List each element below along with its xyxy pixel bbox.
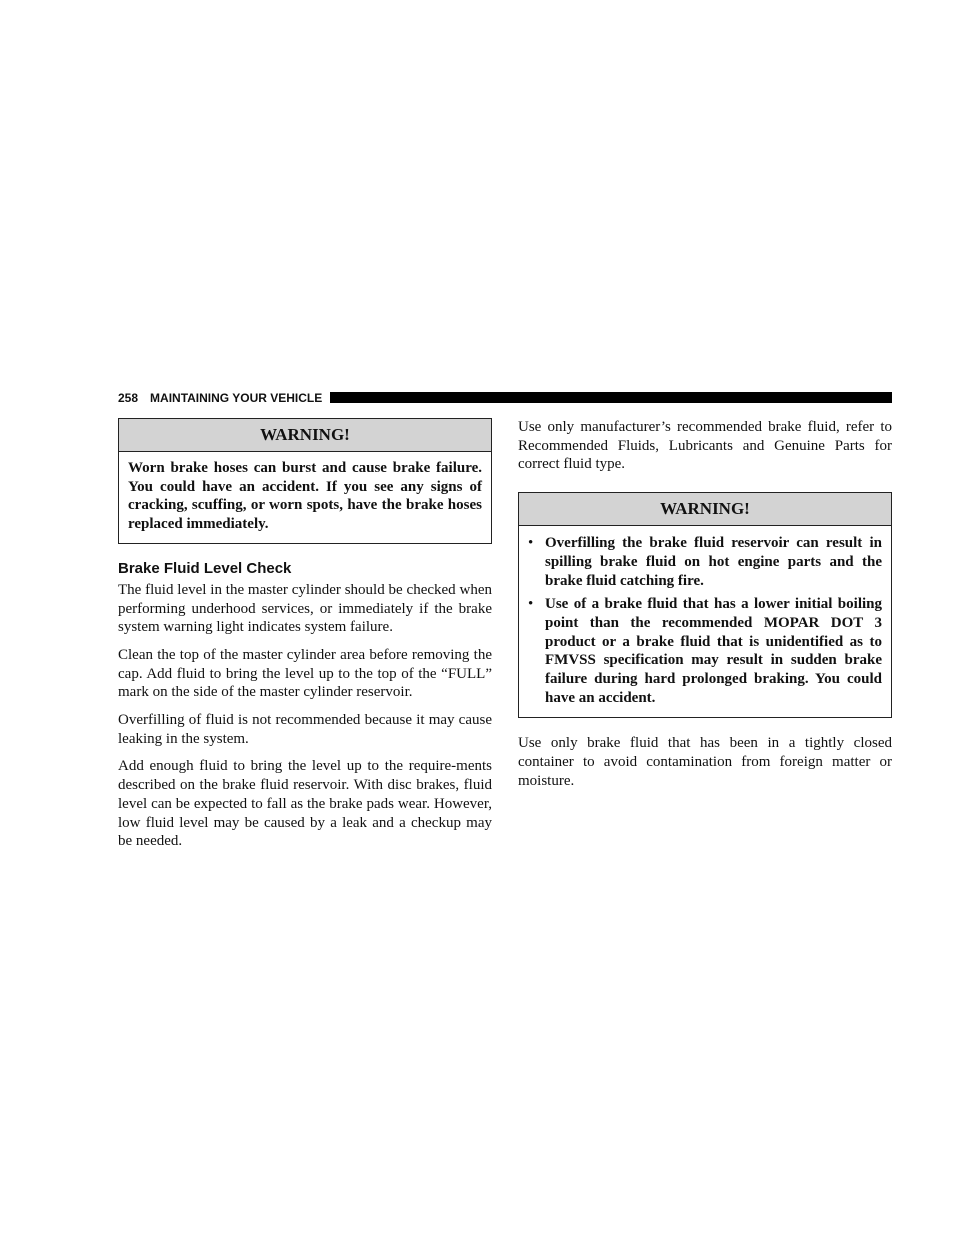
right-column bbox=[518, 418, 892, 800]
page-header bbox=[118, 389, 892, 406]
paragraph-closed-container: Use only brake fluid that has been in a tightly closed container to avoid contamination from foreign matter or moisture. bbox=[518, 735, 892, 789]
list-item-text: Overfilling the brake fluid reservoir can result in spilling brake fluid on hot engine parts and the brake fluid catching fire. bbox=[545, 535, 882, 589]
header-rule bbox=[330, 392, 892, 403]
bullet-icon: • bbox=[528, 535, 534, 552]
warning-text: Worn brake hoses can burst and cause brake failure. You could have an accident. If you see any signs of cracking, scuffing, or worn spots, have the brake hoses replaced immediately. bbox=[128, 460, 482, 533]
warning-list bbox=[528, 534, 882, 707]
warning-title: WARNING! bbox=[519, 493, 891, 526]
left-column bbox=[118, 418, 492, 860]
warning-box-brake-hoses bbox=[118, 418, 492, 544]
section-title: MAINTAINING YOUR VEHICLE bbox=[150, 390, 323, 405]
list-item bbox=[528, 595, 882, 707]
paragraph-clean-cap: Clean the top of the master cylinder area before removing the cap. Add fluid to bring the level up to the top of the “FULL” mark on the side of the master cylinder reservoir. bbox=[118, 646, 492, 701]
section-heading: Brake Fluid Level Check bbox=[118, 559, 292, 577]
paragraph-overfilling: Overfilling of fluid is not recommended because it may cause leaking in the system. bbox=[118, 712, 492, 747]
warning-body bbox=[519, 526, 891, 717]
bullet-icon: • bbox=[528, 596, 534, 613]
paragraph-recommended-fluid: Use only manufacturer’s recommended brake fluid, refer to Recommended Fluids, Lubricants and Genuine Parts for correct fluid type. bbox=[518, 419, 892, 473]
warning-box-brake-fluid bbox=[518, 492, 892, 718]
page-number: 258 bbox=[118, 390, 139, 405]
list-item-text: Use of a brake fluid that has a lower initial boiling point than the recommended MOPAR DOT 3 product or a brake fluid that is unidentified as to FMVSS specification may result in sudden brake failure during hard prolonged braking. You could have an accident. bbox=[545, 596, 882, 706]
warning-title: WARNING! bbox=[119, 419, 491, 452]
paragraph-fluid-level: The fluid level in the master cylinder should be checked when performing underhood services, or immediately if the brake system warning light indicates system failure. bbox=[118, 581, 492, 636]
list-item bbox=[528, 534, 882, 590]
paragraph-add-fluid: Add enough fluid to bring the level up to the require-ments described on the brake fluid reservoir. With disc brakes, fluid level can be expected to fall as the brake pads wear. However, low fluid level may be caused by a leak and a checkup may be needed. bbox=[118, 758, 492, 850]
